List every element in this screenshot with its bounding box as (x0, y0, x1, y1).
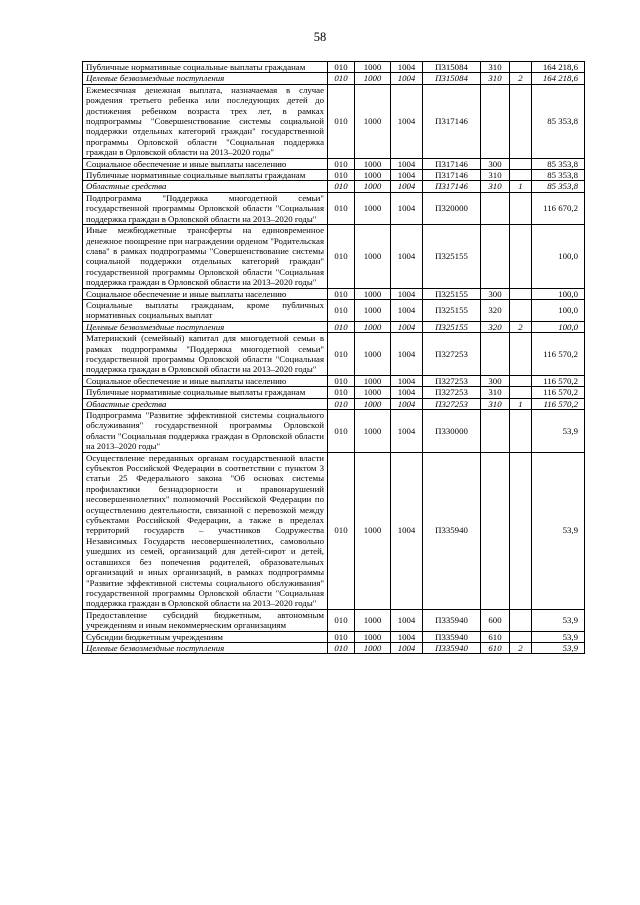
row-subsection-code: 1004 (391, 631, 423, 642)
row-amount: 53,9 (532, 631, 585, 642)
row-section-code: 1000 (355, 642, 391, 653)
row-funding-source-code (510, 84, 532, 158)
row-subsection-code: 1004 (391, 299, 423, 321)
table-row (83, 73, 585, 84)
row-section-code: 1000 (355, 225, 391, 288)
row-name: Целевые безвозмездные поступления (83, 321, 328, 332)
row-name: Предоставление субсидий бюджетным, автономным учреждениям и иным некоммерческим организациям (83, 609, 328, 631)
row-subsection-code: 1004 (391, 181, 423, 192)
table-row (83, 387, 585, 398)
row-ministry-code: 010 (328, 158, 355, 169)
table-row (83, 321, 585, 332)
table-row (83, 609, 585, 631)
row-amount: 85 353,8 (532, 158, 585, 169)
row-funding-source-code (510, 192, 532, 224)
row-expense-type-code: 300 (481, 288, 510, 299)
row-target-article-code: П317146 (423, 158, 481, 169)
row-section-code: 1000 (355, 452, 391, 609)
row-ministry-code: 010 (328, 333, 355, 376)
row-amount: 116 570,2 (532, 333, 585, 376)
row-subsection-code: 1004 (391, 170, 423, 181)
row-funding-source-code: 2 (510, 642, 532, 653)
row-name: Социальные выплаты гражданам, кроме публичных нормативных социальных выплат (83, 299, 328, 321)
row-ministry-code: 010 (328, 609, 355, 631)
row-expense-type-code (481, 333, 510, 376)
row-target-article-code: П335940 (423, 642, 481, 653)
row-funding-source-code: 2 (510, 73, 532, 84)
row-funding-source-code (510, 62, 532, 73)
row-target-article-code: П315084 (423, 73, 481, 84)
row-target-article-code: П335940 (423, 609, 481, 631)
row-expense-type-code: 310 (481, 62, 510, 73)
row-subsection-code: 1004 (391, 452, 423, 609)
row-name: Публичные нормативные социальные выплаты гражданам (83, 170, 328, 181)
row-subsection-code: 1004 (391, 375, 423, 386)
row-target-article-code: П327253 (423, 333, 481, 376)
row-name: Областные средства (83, 181, 328, 192)
row-subsection-code: 1004 (391, 84, 423, 158)
row-amount: 100,0 (532, 288, 585, 299)
row-section-code: 1000 (355, 410, 391, 453)
row-ministry-code: 010 (328, 387, 355, 398)
row-section-code: 1000 (355, 158, 391, 169)
table-row (83, 192, 585, 224)
row-amount: 53,9 (532, 452, 585, 609)
table-row (83, 333, 585, 376)
row-expense-type-code: 310 (481, 73, 510, 84)
row-expense-type-code (481, 84, 510, 158)
row-expense-type-code: 310 (481, 170, 510, 181)
row-ministry-code: 010 (328, 375, 355, 386)
row-subsection-code: 1004 (391, 642, 423, 653)
row-section-code: 1000 (355, 375, 391, 386)
row-name: Подпрограмма "Развитие эффективной системы социального обслуживания" государственной программы Орловской области "Социальная поддержка граждан в Орловской области на 2013–2020 годы" (83, 410, 328, 453)
row-funding-source-code (510, 410, 532, 453)
row-amount: 164 218,6 (532, 62, 585, 73)
row-name: Публичные нормативные социальные выплаты гражданам (83, 62, 328, 73)
table-row (83, 288, 585, 299)
row-funding-source-code (510, 609, 532, 631)
row-funding-source-code (510, 387, 532, 398)
row-name: Публичные нормативные социальные выплаты гражданам (83, 387, 328, 398)
table-row (83, 170, 585, 181)
row-ministry-code: 010 (328, 62, 355, 73)
row-name: Социальное обеспечение и иные выплаты населению (83, 158, 328, 169)
row-expense-type-code: 310 (481, 387, 510, 398)
row-expense-type-code: 300 (481, 158, 510, 169)
row-target-article-code: П317146 (423, 84, 481, 158)
row-amount: 116 670,2 (532, 192, 585, 224)
row-expense-type-code (481, 410, 510, 453)
row-funding-source-code (510, 452, 532, 609)
row-expense-type-code: 310 (481, 398, 510, 409)
row-amount: 53,9 (532, 410, 585, 453)
row-subsection-code: 1004 (391, 73, 423, 84)
table-row (83, 398, 585, 409)
row-ministry-code: 010 (328, 642, 355, 653)
row-funding-source-code (510, 299, 532, 321)
row-expense-type-code (481, 452, 510, 609)
row-name: Субсидии бюджетным учреждениям (83, 631, 328, 642)
table-row (83, 631, 585, 642)
row-funding-source-code (510, 158, 532, 169)
row-target-article-code: П317146 (423, 170, 481, 181)
row-subsection-code: 1004 (391, 62, 423, 73)
row-ministry-code: 010 (328, 181, 355, 192)
table-row (83, 158, 585, 169)
row-amount: 116 570,2 (532, 387, 585, 398)
row-target-article-code: П320000 (423, 192, 481, 224)
row-subsection-code: 1004 (391, 158, 423, 169)
table-row (83, 225, 585, 288)
row-name: Осуществление переданных органам государственной власти субъектов Российской Федерации в соответствии с пунктом 3 статьи 25 Федерального закона "Об основах системы профилактики безнадзорности и правонарушений несовершеннолетних" полномочий Российской Федерации по осуществлению деятельности, связанной с перевозкой между субъектами Российской Федерации, а также в пределах территорий государств – участников Содружества Независимых Государств несовершеннолетних, самовольно ушедших из семей, организаций для детей-сирот и детей, оставшихся без попечения родителей, образовательных организаций и иных организаций, в рамках подпрограммы "Развитие эффективной системы социального обслуживания" государственной программы Орловской области "Социальная поддержка граждан в Орловской области на 2013–2020 годы" (83, 452, 328, 609)
row-name: Социальное обеспечение и иные выплаты населению (83, 288, 328, 299)
row-amount: 100,0 (532, 225, 585, 288)
row-section-code: 1000 (355, 192, 391, 224)
row-expense-type-code (481, 192, 510, 224)
row-section-code: 1000 (355, 181, 391, 192)
table-row (83, 642, 585, 653)
row-ministry-code: 010 (328, 299, 355, 321)
row-expense-type-code: 310 (481, 181, 510, 192)
row-funding-source-code (510, 288, 532, 299)
row-funding-source-code (510, 170, 532, 181)
row-section-code: 1000 (355, 288, 391, 299)
table-row (83, 84, 585, 158)
row-amount: 100,0 (532, 321, 585, 332)
row-ministry-code: 010 (328, 84, 355, 158)
row-amount: 53,9 (532, 609, 585, 631)
table-row (83, 181, 585, 192)
row-amount: 53,9 (532, 642, 585, 653)
table-row (83, 452, 585, 609)
row-name: Материнский (семейный) капитал для многодетной семьи в рамках подпрограммы "Поддержка многодетной семьи" государственной программы Орловской области "Социальная поддержка граждан в Орловской области на 2013–2020 годы" (83, 333, 328, 376)
row-name: Целевые безвозмездные поступления (83, 642, 328, 653)
row-subsection-code: 1004 (391, 410, 423, 453)
row-ministry-code: 010 (328, 170, 355, 181)
row-ministry-code: 010 (328, 288, 355, 299)
row-ministry-code: 010 (328, 225, 355, 288)
row-section-code: 1000 (355, 170, 391, 181)
row-section-code: 1000 (355, 299, 391, 321)
row-section-code: 1000 (355, 398, 391, 409)
row-name: Социальное обеспечение и иные выплаты населению (83, 375, 328, 386)
row-subsection-code: 1004 (391, 333, 423, 376)
row-subsection-code: 1004 (391, 321, 423, 332)
row-target-article-code: П330000 (423, 410, 481, 453)
row-name: Целевые безвозмездные поступления (83, 73, 328, 84)
row-ministry-code: 010 (328, 452, 355, 609)
row-funding-source-code (510, 375, 532, 386)
row-ministry-code: 010 (328, 631, 355, 642)
table-row (83, 62, 585, 73)
row-amount: 164 218,6 (532, 73, 585, 84)
row-ministry-code: 010 (328, 410, 355, 453)
row-expense-type-code: 300 (481, 375, 510, 386)
row-amount: 100,0 (532, 299, 585, 321)
row-target-article-code: П327253 (423, 398, 481, 409)
row-expense-type-code: 600 (481, 609, 510, 631)
table-body (83, 62, 585, 654)
row-target-article-code: П335940 (423, 631, 481, 642)
row-subsection-code: 1004 (391, 225, 423, 288)
row-name: Ежемесячная денежная выплата, назначаемая в случае рождения третьего ребенка или последующих детей до достижения ребенком возраста трех лет, в рамках подпрограммы "Совершенствование системы социальной поддержки отдельных категорий граждан" государственной программы Орловской области "Социальная поддержка граждан в Орловской области на 2013–2020 годы" (83, 84, 328, 158)
row-name: Подпрограмма "Поддержка многодетной семьи" государственной программы Орловской области "Социальная поддержка граждан в Орловской области на 2013–2020 годы" (83, 192, 328, 224)
row-target-article-code: П325155 (423, 225, 481, 288)
row-target-article-code: П335940 (423, 452, 481, 609)
row-expense-type-code: 610 (481, 642, 510, 653)
row-subsection-code: 1004 (391, 192, 423, 224)
row-ministry-code: 010 (328, 398, 355, 409)
row-subsection-code: 1004 (391, 609, 423, 631)
table-row (83, 299, 585, 321)
row-section-code: 1000 (355, 84, 391, 158)
row-subsection-code: 1004 (391, 288, 423, 299)
row-target-article-code: П327253 (423, 387, 481, 398)
page-number: 58 (313, 30, 327, 44)
row-amount: 116 570,2 (532, 398, 585, 409)
table-row (83, 375, 585, 386)
row-section-code: 1000 (355, 321, 391, 332)
row-target-article-code: П315084 (423, 62, 481, 73)
row-subsection-code: 1004 (391, 387, 423, 398)
row-section-code: 1000 (355, 333, 391, 376)
row-target-article-code: П317146 (423, 181, 481, 192)
row-expense-type-code: 320 (481, 321, 510, 332)
row-amount: 85 353,8 (532, 170, 585, 181)
row-ministry-code: 010 (328, 192, 355, 224)
row-ministry-code: 010 (328, 73, 355, 84)
budget-table (82, 61, 585, 654)
row-funding-source-code: 1 (510, 398, 532, 409)
row-funding-source-code: 1 (510, 181, 532, 192)
row-amount: 85 353,8 (532, 84, 585, 158)
row-funding-source-code (510, 225, 532, 288)
row-funding-source-code: 2 (510, 321, 532, 332)
row-target-article-code: П327253 (423, 375, 481, 386)
row-amount: 85 353,8 (532, 181, 585, 192)
row-section-code: 1000 (355, 62, 391, 73)
table-row (83, 410, 585, 453)
row-section-code: 1000 (355, 73, 391, 84)
row-expense-type-code (481, 225, 510, 288)
row-target-article-code: П325155 (423, 321, 481, 332)
row-section-code: 1000 (355, 631, 391, 642)
row-amount: 116 570,2 (532, 375, 585, 386)
row-subsection-code: 1004 (391, 398, 423, 409)
row-funding-source-code (510, 631, 532, 642)
row-name: Иные межбюджетные трансферты на единовременное денежное поощрение при награждении орденом "Родительская слава" в рамках подпрограммы "Совершенствование системы социальной поддержки отдельных категорий граждан" государственной программы Орловской области "Социальная поддержка граждан в Орловской области на 2013–2020 годы" (83, 225, 328, 288)
row-expense-type-code: 320 (481, 299, 510, 321)
row-name: Областные средства (83, 398, 328, 409)
row-target-article-code: П325155 (423, 299, 481, 321)
row-section-code: 1000 (355, 609, 391, 631)
row-ministry-code: 010 (328, 321, 355, 332)
row-expense-type-code: 610 (481, 631, 510, 642)
row-section-code: 1000 (355, 387, 391, 398)
row-target-article-code: П325155 (423, 288, 481, 299)
row-funding-source-code (510, 333, 532, 376)
